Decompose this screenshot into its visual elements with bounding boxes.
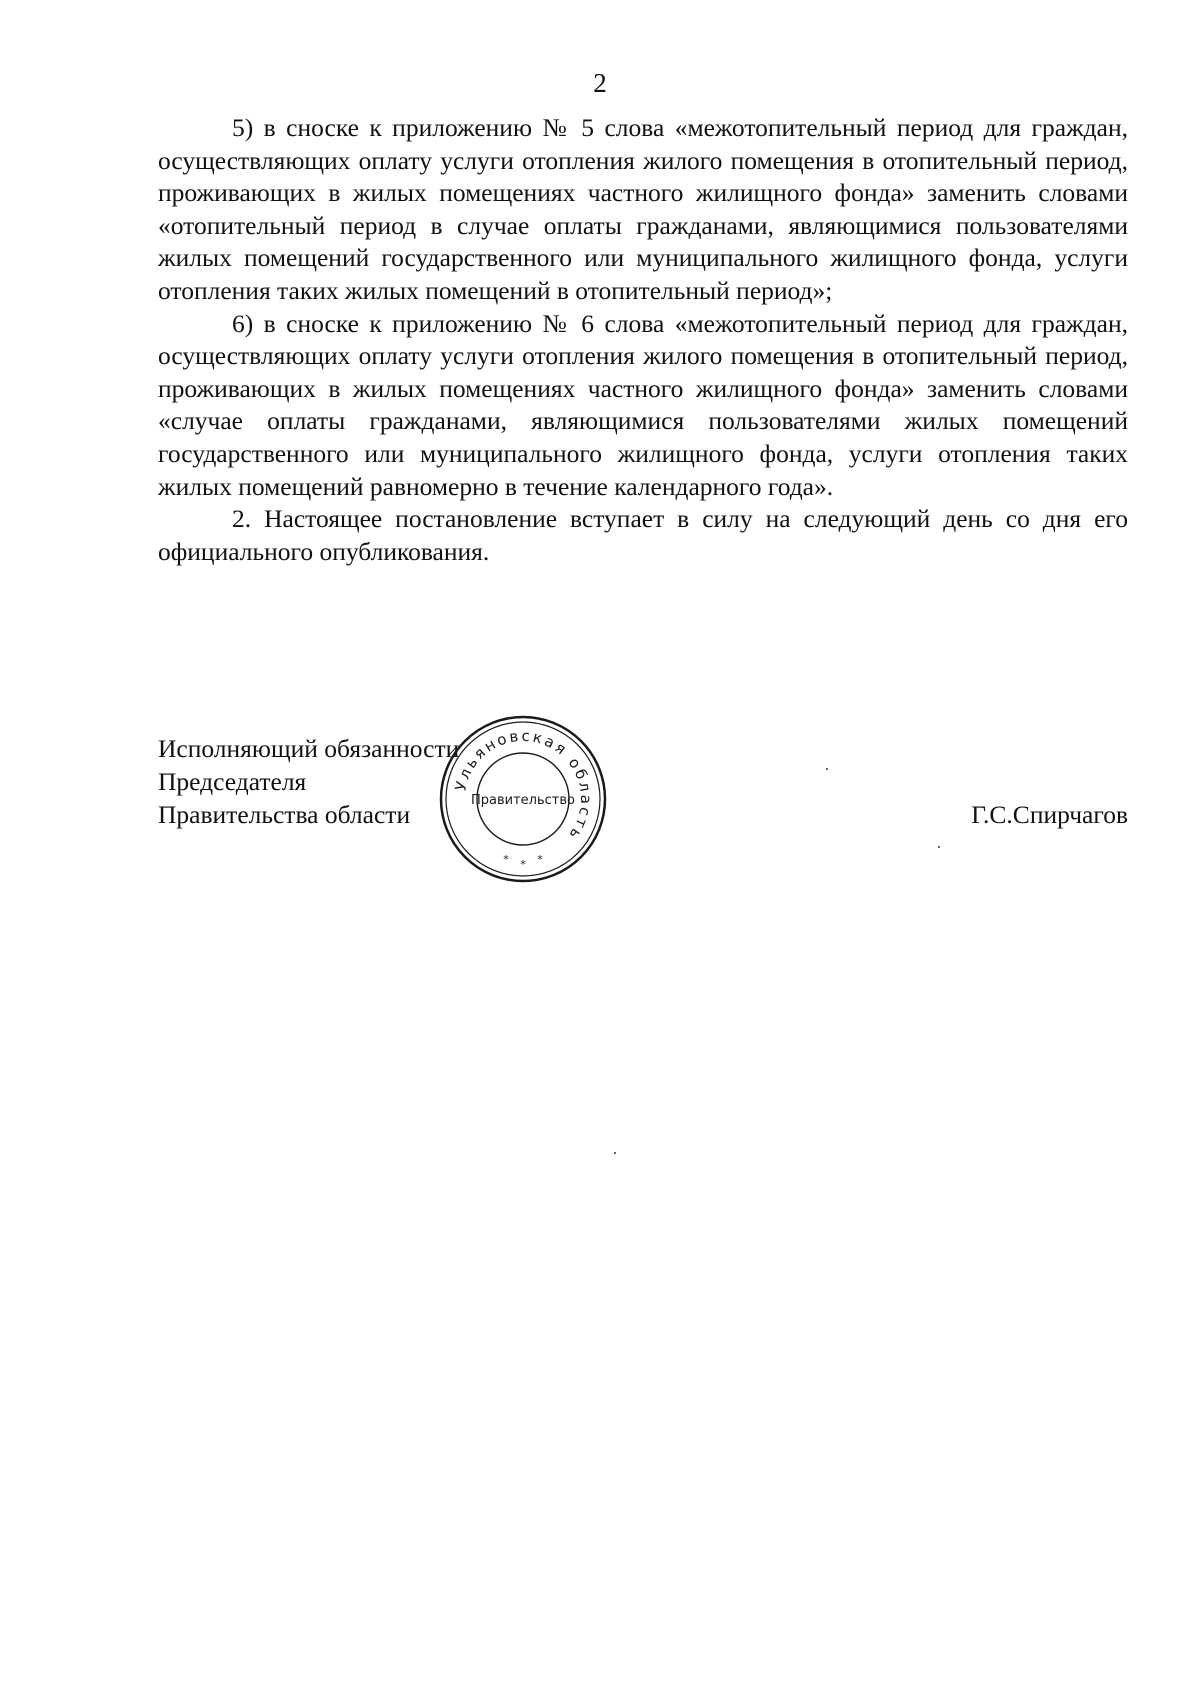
paragraph-effective-date: 2. Настоящее постановление вступает в силу на следующий день со дня его официального опубликования. [158, 504, 1128, 566]
signatory-position [158, 732, 459, 831]
scan-speck [614, 1152, 616, 1154]
seal-star-icon: * [503, 853, 509, 866]
official-seal [438, 714, 608, 884]
page-number: 2 [593, 68, 607, 98]
signatory-name: Г.С.Спирчагов [971, 800, 1128, 829]
scan-speck [826, 768, 828, 770]
document-body [158, 112, 1128, 568]
signatory-position-line: Правительства области [158, 800, 411, 829]
signatory-position-line: Исполняющий обязанности [158, 734, 460, 763]
seal-star-icon: * [520, 858, 526, 871]
paragraph-item-5: 5) в сноске к приложению № 5 слова «межотопительный период для граждан, осуществляющих оплату услуги отопления жилого помещения в отопительный период, проживающих в жилых помещениях частного жилищного фонда» заменить словами «отопительный период в случае оплаты гражданами, являющимися пользователями жилых помещений государственного или муниципального жилищного фонда, услуги отопления таких жилых помещений в отопительный период»; [158, 113, 1128, 305]
seal-star-icon: * [537, 853, 543, 866]
seal-center-text: Правительство [471, 793, 575, 808]
paragraph-item-6: 6) в сноске к приложению № 6 слова «межотопительный период для граждан, осуществляющих оплату услуги отопления жилого помещения в отопительный период, проживающих в жилых помещениях частного жилищного фонда» заменить словами «случае оплаты гражданами, являющимися пользователями жилых помещений государственного или муниципального жилищного фонда, услуги отопления таких жилых помещений равномерно в течение календарного года». [158, 308, 1128, 501]
scan-speck [938, 846, 940, 848]
seal-ring-text: Ульяновская область [451, 726, 596, 845]
signatory-position-line: Председателя [158, 767, 307, 796]
